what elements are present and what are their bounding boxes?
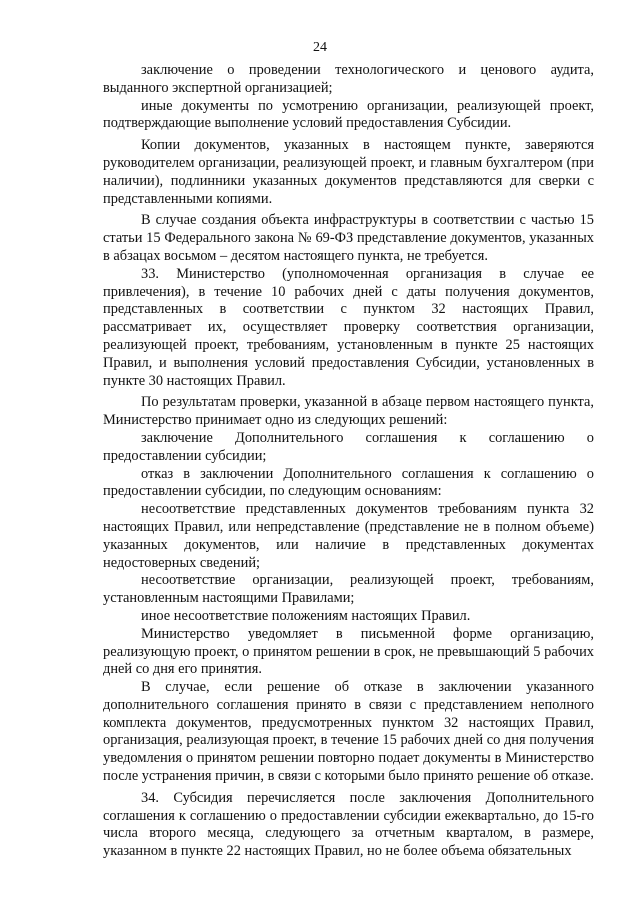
paragraph-document-copies: Копии документов, указанных в настоящем пункте, заверяются руководителем организации, реализующей проект, и главным бухгалтером (при наличии), подлинники указанных документов представляются для сверки с представленными копиями. <box>103 137 594 207</box>
paragraph-item-33: 33. Министерство (уполномоченная организация в случае ее привлечения), в течение 10 рабочих дней с даты получения документов, представленных в соответствии с пунктом 32 настоящих Правил, рассматривает их, осуществляет проверку соответствия организации, реализующей проект, требованиям, установленным в пункте 25 настоящих Правил, и выполнения условий предоставления Субсидии, установленных в пункте 30 настоящих Правил. <box>103 265 594 389</box>
paragraph-ground-documents: несоответствие представленных документов требованиям пункта 32 настоящих Правил, или непредставление (представление не в полном объеме) указанных документов, или наличие в представленных документах недостоверных сведений; <box>103 501 594 571</box>
paragraph-resubmission: В случае, если решение об отказе в заключении указанного дополнительного соглашения принято в связи с представлением неполного комплекта документов, предусмотренных пунктом 32 настоящих Правил, организация, реализующая проект, в течение 15 рабочих дней со дня получения уведомления о принятом решении повторно подает документы в Министерство после устранения причин, в связи с которыми было принято решение об отказе. <box>103 679 594 785</box>
paragraph-ground-organization: несоответствие организации, реализующей проект, требованиям, установленным настоящими Правилами; <box>103 572 594 607</box>
paragraph-notification: Министерство уведомляет в письменной форме организацию, реализующую проект, о принятом решении в срок, не превышающий 5 рабочих дней со дня его принятия. <box>103 625 594 678</box>
body-text <box>103 62 594 861</box>
paragraph-ground-other: иное несоответствие положениям настоящих Правил. <box>141 607 471 624</box>
paragraph-infrastructure-exception: В случае создания объекта инфраструктуры в соответствии с частью 15 статьи 15 Федерального закона № 69-ФЗ представление документов, указанных в абзацах восьмом – десятом настоящего пункта, не требуется. <box>103 212 594 264</box>
paragraph-decision-refusal: отказ в заключении Дополнительного соглашения к соглашению о предоставлении субсидии, по следующим основаниям: <box>103 465 594 500</box>
paragraph-item-34: 34. Субсидия перечисляется после заключения Дополнительного соглашения к соглашению о предоставлении субсидии ежеквартально, до 15-го числа второго месяца, следующего за отчетным кварталом, в размере, указанном в пункте 22 настоящих Правил, но не более объема обязательных <box>103 789 594 860</box>
paragraph-other-documents: иные документы по усмотрению организации, реализующей проект, подтверждающие выполнение условий предоставления Субсидии. <box>103 97 594 132</box>
page-number: 24 <box>313 40 327 55</box>
paragraph-tech-audit-conclusion: заключение о проведении технологического и ценового аудита, выданного экспертной организацией; <box>103 62 594 96</box>
paragraph-decision-conclusion: заключение Дополнительного соглашения к соглашению о предоставлении субсидии; <box>103 429 594 464</box>
paragraph-verification-results: По результатам проверки, указанной в абзаце первом настоящего пункта, Министерство принимает одно из следующих решений: <box>103 394 594 429</box>
